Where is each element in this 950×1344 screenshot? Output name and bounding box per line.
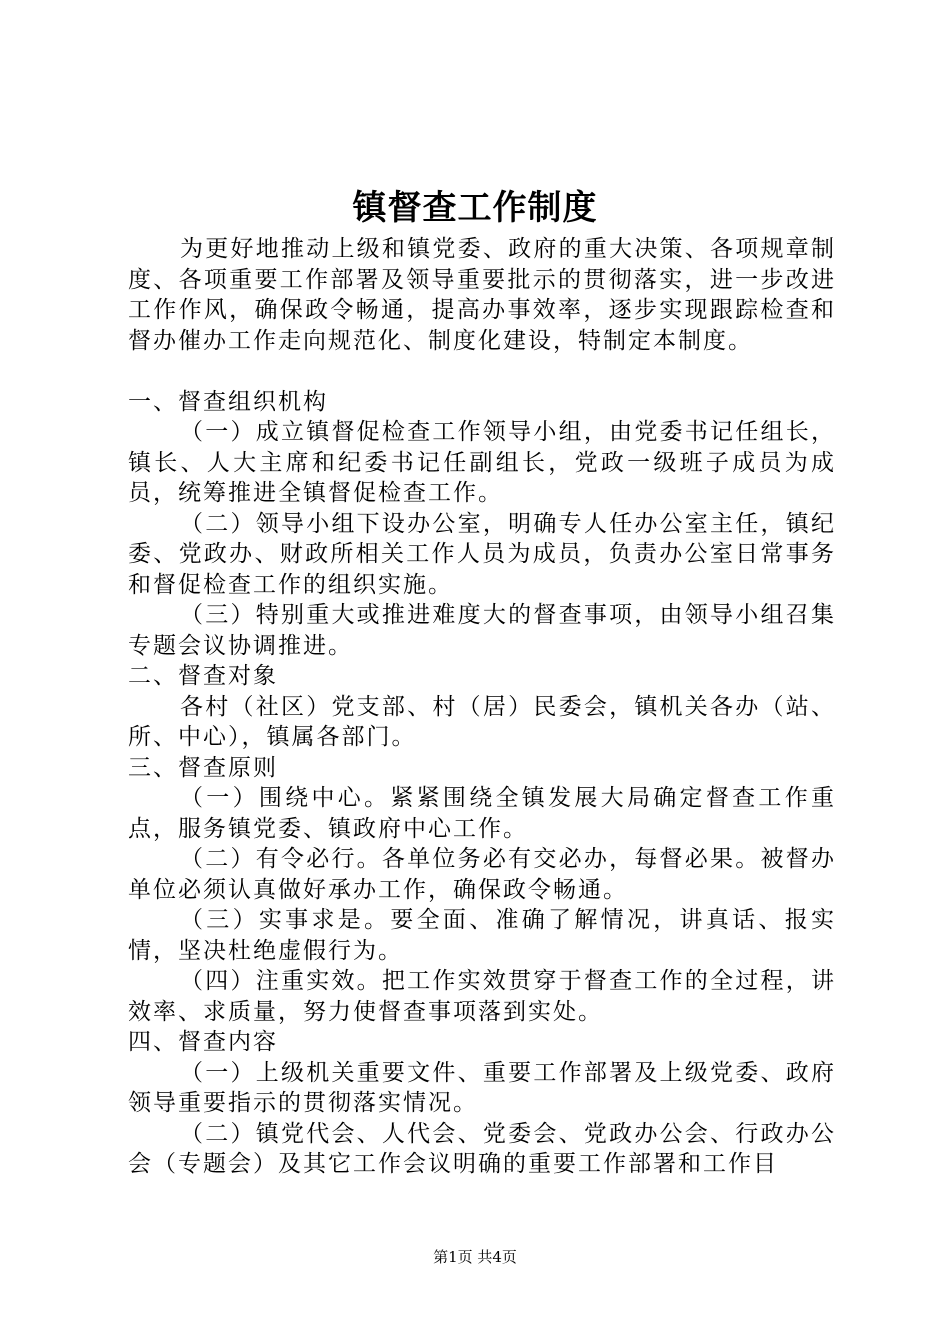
section-item-2-1: 各村（社区）党支部、村（居）民委会，镇机关各办（站、所、中心），镇属各部门。: [128, 693, 836, 750]
section-item-3-4: （四）注重实效。把工作实效贯穿于督查工作的全过程，讲效率、求质量，努力使督查事项落到实处。: [128, 968, 836, 1025]
section-item-1-1: （一）成立镇督促检查工作领导小组，由党委书记任组长，镇长、人大主席和纪委书记任副组长，党政一级班子成员为成员，统筹推进全镇督促检查工作。: [128, 419, 836, 506]
section-item-3-2: （二）有令必行。各单位务必有交必办，每督必果。被督办单位必须认真做好承办工作，确保政令畅通。: [128, 846, 836, 903]
section-item-4-1: （一）上级机关重要文件、重要工作部署及上级党委、政府领导重要指示的贯彻落实情况。: [128, 1059, 836, 1116]
section-item-3-3: （三）实事求是。要全面、准确了解情况，讲真话、报实情，坚决杜绝虚假行为。: [128, 907, 836, 964]
document-body: [128, 234, 836, 1180]
section-item-1-2: （二）领导小组下设办公室，明确专人任办公室主任，镇纪委、党政办、财政所相关工作人员为成员，负责办公室日常事务和督促检查工作的组织实施。: [128, 510, 836, 598]
page-footer: 第1页 共4页: [433, 1248, 517, 1266]
section-item-4-2: （二）镇党代会、人代会、党委会、党政办公会、行政办公会（专题会）及其它工作会议明确的重要工作部署和工作目: [128, 1120, 836, 1177]
section-item-3-1: （一）围绕中心。紧紧围绕全镇发展大局确定督查工作重点，服务镇党委、镇政府中心工作。: [128, 785, 836, 842]
section-item-1-3: （三）特别重大或推进难度大的督查事项，由领导小组召集专题会议协调推进。: [128, 602, 836, 659]
document-title: 镇督查工作制度: [352, 188, 598, 228]
intro-paragraph: 为更好地推动上级和镇党委、政府的重大决策、各项规章制度、各项重要工作部署及领导重要批示的贯彻落实，进一步改进工作作风，确保政令畅通，提高办事效率，逐步实现跟踪检查和督办催办工作走向规范化、制度化建设，特制定本制度。: [128, 236, 836, 354]
section-heading-organization: 一、督查组织机构: [128, 388, 328, 415]
section-heading-targets: 二、督查对象: [128, 663, 278, 689]
section-heading-principles: 三、督查原则: [128, 754, 278, 781]
section-heading-content: 四、督查内容: [128, 1029, 278, 1055]
paragraph-spacer: [128, 356, 836, 387]
